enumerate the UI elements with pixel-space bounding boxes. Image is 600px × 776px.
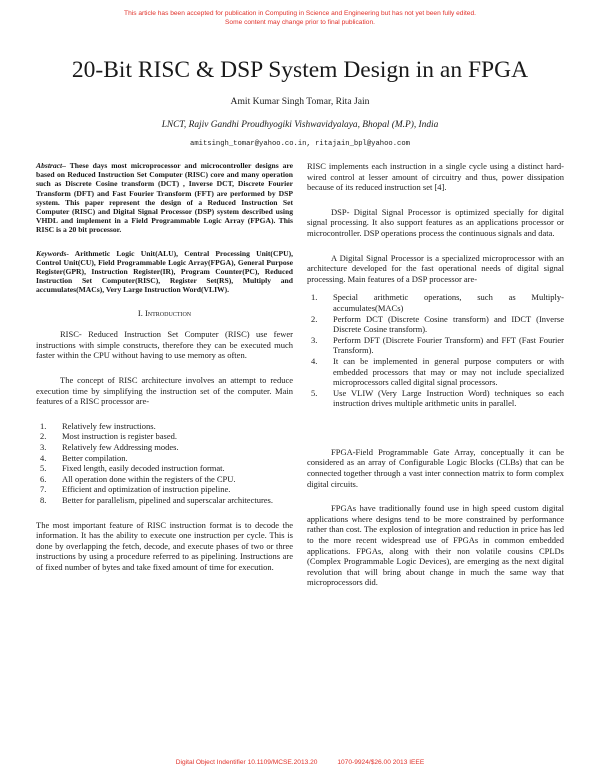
list-item: 1. Special arithmetic operations, such as Multiply-accumulates(MACs) [311, 292, 564, 313]
intro-paragraph-1: RISC- Reduced Instruction Set Computer (RISC) use fewer instructions with simple constructs, therefore they can be executed much faster within the CPU without having to use memory as often. [36, 329, 293, 361]
paper-affiliation: LNCT, Rajiv Gandhi Proudhyogiki Vishwavidyalaya, Bhopal (M.P), India [161, 120, 439, 130]
fpga-paragraph-1: FPGA-Field Programmable Gate Array, conceptually it can be considered as an array of Configurable Logic Blocks (CLBs) that can be connected together through a vast inter connection matrix to form complex digital circuits. [307, 446, 564, 489]
intro-paragraph-3: The most important feature of RISC instruction format is to decode the information. It has the ability to execute one instruction per cycle. This is done by overlapping the fetch, decode, and execute phases of two or three instructions by using a procedure referred to as pipelining. Instructions are of fixed number of bytes and take fixed amount of time for execution. [36, 519, 293, 572]
paper-authors: Amit Kumar Singh Tomar, Rita Jain [230, 96, 370, 107]
risc-paragraph: RISC implements each instruction in a single cycle using a distinct hard-wired control at lesser amount of circuitry and thus, power dissipation because of its reduced instruction set [4]. [307, 161, 564, 193]
list-item: 5. Fixed length, easily decoded instruction format. [40, 463, 225, 474]
dsp-paragraph-1: DSP- Digital Signal Processor is optimized specially for digital signal processing. It also support features as an applications processor or microcontroller. DSP operations process the continuous signals and data. [307, 206, 564, 238]
notice-line-1: This article has been accepted for publication in Computing in Science and Engineering but has not yet been fully edited. [124, 10, 476, 17]
keywords-text: Arithmetic Logic Unit(ALU), Central Processing Unit(CPU), Control Unit(CU), Field Programmable Logic Array(FPGA), General Purpose Register(GPR), Instruction Register(IR), Program Counter(PC), Reduced Instruction Set Computer(RISC), Register Set(RS), Multiply and accumulates(MACs), Very Large Instruction Word(VLIW). [36, 248, 293, 295]
price-text: 1070-9924/$26.00 2013 IEEE [337, 759, 425, 766]
publication-notice [0, 9, 600, 27]
risc-features-list [36, 421, 293, 506]
doi-text: Digital Object Indentifier 10.1109/MCSE.2013.20 [175, 759, 318, 766]
list-item: 3. Relatively few Addressing modes. [40, 441, 179, 452]
abstract-text: – These days most microprocessor and microcontroller designs are based on Reduced Instruction Set Computer (RISC) core and many operation such as Discrete Cosine transform (DCT) , Inverse DCT, Discrete Fourier Transform (DFT) and Fast Fourier Transform (FFT) are performed by DSP system. This paper represent the design of a Reduced Instruction Set Computer (RISC) and Digital Signal Processor (DSP) system described using VHDL and implement in a Field Programmable Logic Array (FPGA). This RISC is a 20 bit processor. [36, 161, 293, 235]
list-item: 2. Most instruction is register based. [40, 431, 177, 442]
list-item: 8. Better for parallelism, pipelined and superscalar architectures. [40, 494, 273, 505]
keywords-label: Keywords- [36, 248, 69, 258]
list-item: 7. Efficient and optimization of instruction pipeline. [40, 484, 231, 495]
list-item: 4. It can be implemented in general purpose computers or with embedded processors that may or may not include specialized microprocessors called digital signal processors. [311, 355, 564, 388]
section-number: I. [137, 307, 143, 318]
keywords [36, 249, 293, 295]
notice-line-2: Some content may change prior to final publication. [225, 19, 375, 26]
intro-paragraph-2: The concept of RISC architecture involves an attempt to reduce execution time by simplifying the instruction set of the computer. Main features of a RISC processor are- [36, 375, 293, 407]
right-column [307, 161, 564, 588]
list-item: 6. All operation done within the registers of the CPU. [40, 473, 236, 484]
left-column [36, 161, 293, 573]
list-item: 1. Relatively few instructions. [40, 420, 156, 431]
abstract [36, 161, 293, 235]
section-heading-introduction [36, 308, 293, 319]
fpga-paragraph-2: FPGAs have traditionally found use in high speed custom digital applications where designs tend to be more constrained by performance rather than cost. The explosion of integration and reduction in price has led to the more recent widespread use of FPGAs in common embedded applications. FPGAs, along with their non volatile cousins CPLDs (Complex Programmable Logic Devices), are emerging as the next digital revolution that will bring about change in much the same way that microprocessors did. [307, 503, 564, 588]
list-item: 3. Perform DFT (Discrete Fourier Transform) and FFT (Fast Fourier Transform). [311, 334, 564, 356]
list-item: 5. Use VLIW (Very Large Instruction Word) techniques so each instruction drives multiple arithmetic units in parallel. [311, 387, 564, 409]
dsp-features-list [307, 292, 564, 409]
paper-title: 20-Bit RISC & DSP System Design in an FPGA [71, 57, 529, 83]
abstract-label: Abstract [36, 161, 63, 170]
list-item: 2. Perform DCT (Discrete Cosine transform) and IDCT (Inverse Discrete Cosine transform). [311, 313, 564, 335]
list-item: 4. Better compilation. [40, 452, 128, 463]
author-emails: amitsingh_tomar@yahoo.co.in, ritajain_bpl@yahoo.com [190, 140, 410, 148]
section-title: Introduction [144, 307, 192, 318]
dsp-paragraph-2: A Digital Signal Processor is a specialized microprocessor with an architecture developed for the fast operational needs of digital signal processing. Main features of a DSP processor are- [307, 252, 564, 284]
page-footer [0, 759, 600, 766]
